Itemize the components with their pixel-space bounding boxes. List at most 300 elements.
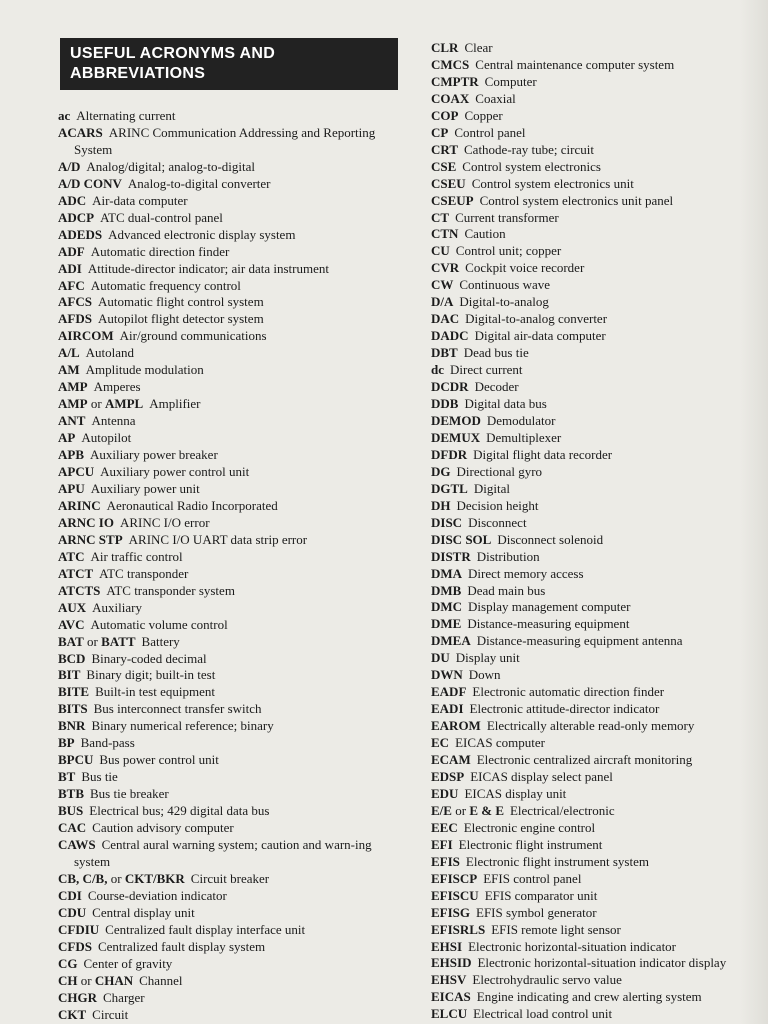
acronym-term: A/D CONV [58,175,122,191]
acronym-definition: Electrical load control unit [473,1006,613,1022]
acronym-term: CU [431,243,450,259]
acronym-term: A/D [58,158,81,174]
acronym-definition: Circuit breaker [190,870,270,886]
acronym-definition: Center of gravity [83,955,173,971]
acronym-definition: Automatic volume control [90,616,228,632]
acronym-term: dc [431,362,444,378]
acronym-term: ADEDS [58,226,103,242]
acronym-entry [58,803,378,820]
acronym-entry [431,837,751,854]
acronym-term: EFISRLS [431,921,486,937]
acronym-definition: Electronic centralized aircraft monitoring [476,752,693,768]
acronym-separator: or [110,870,122,886]
acronym-entry [58,617,378,634]
acronym-term: APCU [58,464,95,480]
acronym-definition: Amplifier [149,396,201,412]
acronym-definition: Current transformer [455,209,559,225]
acronym-definition: Air/ground communications [119,328,267,344]
left-acronym-column [58,108,378,1023]
acronym-term: DBT [431,345,458,361]
acronym-entry [58,515,378,532]
acronym-entry [58,244,378,261]
acronym-entry [58,600,378,617]
acronym-term: APB [58,447,84,463]
acronym-definition: Caution [464,226,506,242]
acronym-entry [431,413,751,430]
acronym-definition: Distance-measuring equipment antenna [476,633,683,649]
acronym-entry [431,277,751,294]
acronym-entry [431,820,751,837]
acronym-definition: Bus power control unit [99,752,219,768]
acronym-entry [58,210,378,227]
acronym-term: DISC SOL [431,531,492,547]
acronym-definition: Analog/digital; analog-to-digital [86,158,255,174]
acronym-definition: Automatic frequency control [90,277,241,293]
acronym-term: EICAS [431,989,471,1005]
acronym-definition: Electrically alterable read-only memory [486,718,695,734]
acronym-definition: Down [468,667,501,683]
acronym-term: CTN [431,226,459,242]
acronym-definition: Amplitude modulation [85,362,204,378]
acronym-term: AFCS [58,294,92,310]
acronym-definition: Coaxial [475,90,516,106]
acronym-entry [431,803,751,820]
section-title-box [60,38,398,90]
acronym-term-alt: CKT/BKR [124,870,185,886]
acronym-entry [431,379,751,396]
acronym-definition: Disconnect [468,514,527,530]
acronym-term: CVR [431,260,460,276]
acronym-definition: Clear [464,40,493,55]
acronym-entry [58,1007,378,1024]
acronym-entry [431,159,751,176]
acronym-entry [431,481,751,498]
acronym-definition: Electronic engine control [463,819,596,835]
acronym-definition: Electrohydraulic servo value [472,972,622,988]
acronym-term: ATC [58,548,85,564]
acronym-term: DISTR [431,548,471,564]
acronym-entry [58,837,378,871]
acronym-term: CFDIU [58,921,100,937]
acronym-separator: or [90,396,102,412]
acronym-term: DISC [431,514,463,530]
acronym-entry [58,278,378,295]
acronym-entry [431,362,751,379]
acronym-entry [431,871,751,888]
acronym-term: DWN [431,667,463,683]
acronym-definition: Digital flight data recorder [473,446,613,462]
acronym-entry [58,973,378,990]
acronym-term: COP [431,107,459,123]
acronym-definition: Digital data bus [464,396,547,412]
acronym-definition: EICAS computer [455,735,545,751]
acronym-separator: or [455,802,467,818]
acronym-entry [431,650,751,667]
acronym-definition: Distance-measuring equipment [467,616,630,632]
acronym-definition: EICAS display unit [464,785,567,801]
acronym-definition: Channel [139,972,183,988]
acronym-definition: Continuous wave [459,277,551,293]
acronym-term: BITS [58,701,88,717]
acronym-entry [58,956,378,973]
acronym-entry [58,905,378,922]
acronym-entry [431,328,751,345]
acronym-entry [431,583,751,600]
acronym-definition: Direct memory access [468,565,584,581]
acronym-term: AMP [58,379,88,395]
acronym-term: AVC [58,616,85,632]
acronym-definition: Cathode-ray tube; circuit [464,141,594,157]
acronym-definition: Binary numerical reference; binary [91,718,274,734]
acronym-entry [431,701,751,718]
acronym-term: DMEA [431,633,471,649]
acronym-term: AM [58,362,80,378]
acronym-term: EFISCP [431,870,478,886]
acronym-term: EC [431,735,450,751]
acronym-term: AMP [58,396,88,412]
acronym-term: ac [58,108,71,123]
acronym-term: CHGR [58,989,97,1005]
acronym-entry [58,684,378,701]
acronym-definition: ARINC I/O UART data strip error [128,531,308,547]
acronym-entry [58,176,378,193]
acronym-entry [58,125,378,159]
acronym-entry [431,57,751,74]
acronym-entry [58,108,378,125]
acronym-entry [431,91,751,108]
acronym-entry [431,599,751,616]
acronym-term: AFC [58,277,85,293]
acronym-definition: ARINC Communication Addressing and Reporting System [74,124,376,157]
acronym-term: DEMOD [431,412,481,428]
acronym-entry [58,769,378,786]
acronym-definition: Demultiplexer [486,429,562,445]
acronym-term: DU [431,650,450,666]
acronym-term: DADC [431,328,469,344]
acronym-term: DCDR [431,379,469,395]
acronym-term: DMC [431,599,463,615]
acronym-definition: ATC dual-control panel [100,209,223,225]
section-title-line-2: ABBREVIATIONS [70,65,206,82]
acronym-term-alt: BATT [101,633,136,649]
acronym-term-alt: AMPL [104,396,144,412]
acronym-definition: Decoder [474,379,519,395]
acronym-entry [58,651,378,668]
acronym-definition: Antenna [91,413,136,429]
acronym-entry [58,549,378,566]
acronym-definition: Direct current [450,362,523,378]
acronym-term: DDB [431,396,459,412]
acronym-entry [431,667,751,684]
acronym-definition: Central display unit [92,904,195,920]
acronym-entry [58,227,378,244]
acronym-term: BPCU [58,752,94,768]
acronym-definition: Amperes [93,379,141,395]
acronym-term: CB, C/B, [58,870,108,886]
acronym-entry [58,379,378,396]
acronym-definition: Course-deviation indicator [87,887,227,903]
acronym-term: BUS [58,803,84,819]
acronym-definition: Control unit; copper [455,243,562,259]
acronym-definition: Attitude-director indicator; air data instrument [87,260,329,276]
acronym-entry [431,396,751,413]
acronym-term: BT [58,769,76,785]
acronym-entry [58,735,378,752]
acronym-entry [431,955,751,972]
acronym-term: CLR [431,40,459,55]
acronym-entry [58,430,378,447]
acronym-term: ACARS [58,124,103,140]
acronym-term: AFDS [58,311,92,327]
acronym-entry [431,684,751,701]
acronym-entry [431,210,751,227]
acronym-definition: Central aural warning system; caution and warn-ing system [74,836,372,869]
acronym-definition: Auxiliary power breaker [90,447,218,463]
acronym-definition: Alternating current [76,108,176,123]
acronym-definition: Automatic flight control system [97,294,264,310]
acronym-entry [58,634,378,651]
acronym-entry [431,854,751,871]
acronym-entry [58,294,378,311]
acronym-term: CSEU [431,175,466,191]
acronym-term: EFI [431,836,453,852]
acronym-definition: Analog-to-digital converter [127,175,271,191]
acronym-entry [58,345,378,362]
acronym-entry [58,701,378,718]
acronym-entry [431,176,751,193]
acronym-entry [58,498,378,515]
acronym-entry [58,447,378,464]
acronym-term: CW [431,277,454,293]
acronym-entry [58,786,378,803]
acronym-entry [431,226,751,243]
acronym-definition: Dead main bus [467,582,546,598]
acronym-term: ADI [58,260,82,276]
acronym-term: EHSID [431,955,472,971]
acronym-term: BP [58,735,75,751]
acronym-term: BNR [58,718,86,734]
acronym-definition: Advanced electronic display system [108,226,296,242]
acronym-entry [431,633,751,650]
acronym-definition: Electronic horizontal-situation indicator display [477,955,727,971]
acronym-definition: Centralized fault display interface unit [105,921,306,937]
acronym-term: BTB [58,786,85,802]
acronym-definition: Electronic flight instrument system [465,853,649,869]
acronym-definition: Electronic flight instrument [458,836,603,852]
acronym-term: ATCTS [58,582,101,598]
acronym-term: ARNC IO [58,514,114,530]
acronym-term: CMPTR [431,73,479,89]
acronym-entry [431,193,751,210]
acronym-entry [431,905,751,922]
acronym-term-alt: E & E [469,802,504,818]
acronym-entry [58,481,378,498]
acronym-term: CSE [431,158,457,174]
acronym-definition: Copper [464,107,503,123]
acronym-definition: Built-in test equipment [95,684,215,700]
acronym-entry [431,786,751,803]
acronym-entry [58,667,378,684]
acronym-entry [431,735,751,752]
acronym-term: BAT [58,633,84,649]
acronym-entry [58,990,378,1007]
acronym-definition: Battery [141,633,180,649]
acronym-entry [58,566,378,583]
right-acronym-column [431,40,751,1023]
acronym-definition: Bus tie [81,769,118,785]
acronym-definition: Digital-to-analog converter [465,311,608,327]
acronym-entry [58,871,378,888]
acronym-definition: Auxiliary [92,599,142,615]
acronym-term: EAROM [431,718,481,734]
acronym-definition: Cockpit voice recorder [465,260,585,276]
acronym-definition: Caution advisory computer [92,820,234,836]
acronym-definition: Control panel [454,124,526,140]
acronym-term: CRT [431,141,458,157]
acronym-definition: Directional gyro [456,463,543,479]
acronym-entry [58,752,378,769]
acronym-definition: Air-data computer [92,192,188,208]
acronym-term: EHSI [431,938,463,954]
acronym-entry [431,515,751,532]
acronym-term: EFISCU [431,887,479,903]
acronym-definition: Control system electronics [462,158,601,174]
acronym-entry [58,464,378,481]
acronym-term: EEC [431,819,458,835]
acronym-entry [58,193,378,210]
acronym-entry [431,447,751,464]
acronym-definition: Auxiliary power control unit [100,464,250,480]
acronym-definition: EFIS control panel [483,870,582,886]
acronym-term: CT [431,209,450,225]
acronym-term: BIT [58,667,81,683]
acronym-term: ANT [58,413,86,429]
acronym-definition: ARINC I/O error [119,514,210,530]
acronym-separator: or [87,633,98,649]
acronym-term: AUX [58,599,87,615]
acronym-entry [431,108,751,125]
acronym-definition: ATC transponder [99,565,189,581]
acronym-entry [431,311,751,328]
acronym-entry [58,820,378,837]
acronym-entry [431,549,751,566]
acronym-entry [431,752,751,769]
acronym-entry [431,989,751,1006]
acronym-entry [431,972,751,989]
acronym-definition: Autopilot [81,430,132,446]
acronym-entry [431,1006,751,1023]
acronym-definition: Disconnect solenoid [497,531,604,547]
acronym-entry [58,939,378,956]
acronym-entry [431,922,751,939]
acronym-term: EADI [431,701,464,717]
acronym-term: CDU [58,904,87,920]
acronym-term: DMB [431,582,462,598]
acronym-term: EHSV [431,972,467,988]
acronym-term: ARINC [58,497,101,513]
acronym-entry [431,294,751,311]
acronym-definition: EFIS remote light sensor [491,921,621,937]
acronym-entry [431,769,751,786]
acronym-term: AP [58,430,76,446]
acronym-term: ECAM [431,752,471,768]
acronym-definition: EFIS symbol generator [476,904,597,920]
acronym-entry [58,362,378,379]
acronym-term: ARNC STP [58,531,123,547]
acronym-term: CH [58,972,78,988]
acronym-separator: or [80,972,92,988]
acronym-term: EFISG [431,904,471,920]
acronym-definition: Bus tie breaker [90,786,169,802]
acronym-definition: Digital-to-analog [459,294,549,310]
acronym-definition: Bus interconnect transfer switch [93,701,262,717]
acronym-definition: Binary-coded decimal [91,650,207,666]
acronym-definition: Demodulator [486,412,556,428]
acronym-term: E/E [431,802,452,818]
acronym-definition: Central maintenance computer system [475,56,675,72]
acronym-term: ATCT [58,565,94,581]
acronym-definition: Digital [473,480,510,496]
acronym-definition: Digital air-data computer [474,328,606,344]
acronym-term: DG [431,463,451,479]
acronym-term: EDSP [431,768,465,784]
acronym-definition: Control system electronics unit [471,175,634,191]
acronym-entry [58,328,378,345]
acronym-definition: Autopilot flight detector system [97,311,264,327]
acronym-definition: Control system electronics unit panel [479,192,674,208]
acronym-entry [431,566,751,583]
acronym-entry [431,498,751,515]
acronym-term-alt: CHAN [94,972,134,988]
acronym-entry [431,718,751,735]
acronym-definition: Electronic automatic direction finder [472,684,665,700]
acronym-entry [58,888,378,905]
acronym-definition: Electrical/electronic [509,802,615,818]
acronym-term: COAX [431,90,470,106]
acronym-definition: Air traffic control [90,548,183,564]
acronym-term: D/A [431,294,454,310]
acronym-entry [431,260,751,277]
acronym-definition: Band-pass [80,735,135,751]
acronym-definition: Computer [484,73,537,89]
acronym-entry [431,888,751,905]
acronym-term: CAC [58,820,87,836]
acronym-term: CAWS [58,836,96,852]
acronym-entry [58,159,378,176]
acronym-term: CG [58,955,78,971]
acronym-definition: EFIS comparator unit [484,887,598,903]
acronym-term: DH [431,497,451,513]
acronym-term: ADF [58,243,85,259]
acronym-entry [431,430,751,447]
acronym-term: CKT [58,1006,87,1022]
acronym-entry [431,464,751,481]
acronym-entry [431,243,751,260]
acronym-term: DGTL [431,480,468,496]
acronym-entry [58,583,378,600]
acronym-entry [58,396,378,413]
acronym-entry [431,125,751,142]
acronym-term: DME [431,616,462,632]
acronym-term: CDI [58,887,82,903]
acronym-term: DMA [431,565,463,581]
acronym-entry [431,616,751,633]
acronym-definition: Distribution [476,548,540,564]
acronym-term: DEMUX [431,429,481,445]
acronym-term: DAC [431,311,460,327]
acronym-definition: Display unit [455,650,520,666]
acronym-entry [431,532,751,549]
